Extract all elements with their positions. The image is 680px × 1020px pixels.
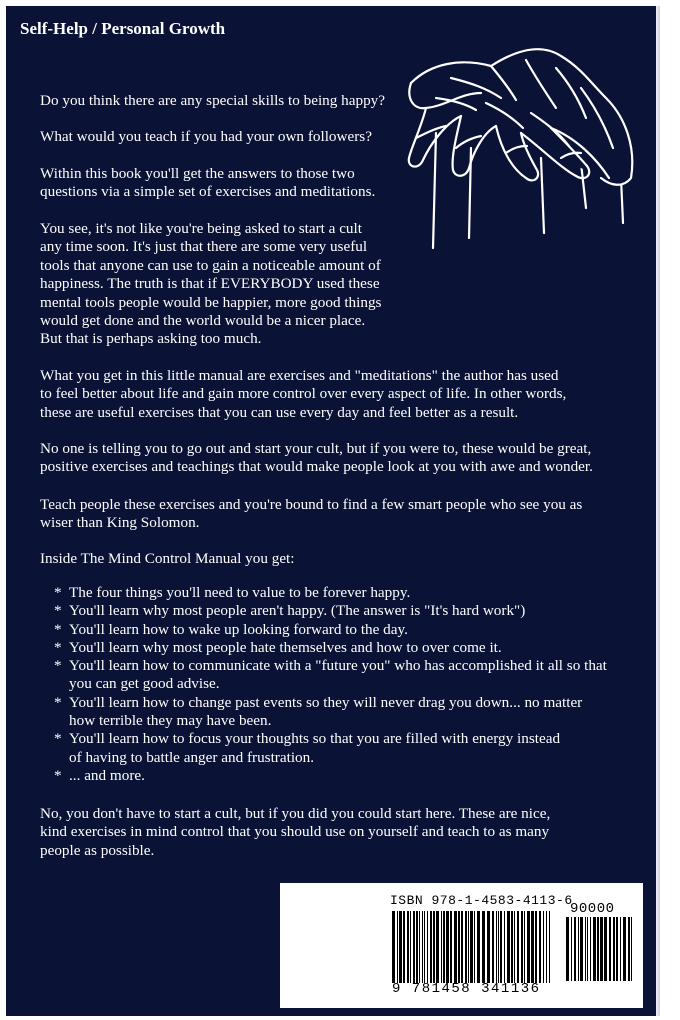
barcode-bar <box>616 917 618 981</box>
barcode-bar <box>441 911 442 983</box>
paragraph: Teach people these exercises and you're bound to find a few smart people who see you as wiser than King Solomon. <box>40 496 583 532</box>
barcode-bar <box>430 911 432 983</box>
barcode-bar <box>422 911 423 983</box>
barcode-bar <box>593 917 596 981</box>
barcode-bar <box>465 911 467 983</box>
paragraph: What would you teach if you had your own followers? <box>40 128 372 145</box>
addon-barcode <box>566 917 634 981</box>
barcode-bar <box>407 911 409 983</box>
barcode-bar <box>470 911 473 983</box>
barcode-bar <box>585 917 586 981</box>
list-item: * You'll learn how to change past events so they will never drag you down... no matter how terrible they may have been. <box>54 693 583 730</box>
barcode-bar <box>458 911 460 983</box>
barcode-bar <box>590 917 591 981</box>
list-item: * You'll learn how to communicate with a "future you" who has accomplished it all so that you can get good advise. <box>54 657 607 693</box>
paragraph: No one is telling you to go out and start your cult, but if you were to, these would be great, positive exercises and teachings that would make people look at you with awe and wonder. <box>40 440 593 476</box>
barcode-bar <box>433 911 435 983</box>
closing-paragraph: No, you don't have to start a cult, but if you did you could start here. These are nice, kind exercises in mind control that you should use on yourself and teach to as many people as possible. <box>40 805 551 859</box>
barcode-bar <box>620 917 621 981</box>
list-item: * You'll learn why most people hate themselves and how to over come it. <box>54 638 502 656</box>
barcode-bar <box>461 911 463 983</box>
cover-edge <box>656 6 658 1016</box>
barcode-bar <box>511 911 513 983</box>
barcode-bar <box>613 917 615 981</box>
barcode-bar <box>631 917 632 981</box>
barcode-bar <box>623 917 626 981</box>
barcode-bar <box>527 911 530 983</box>
barcode-bar <box>427 911 428 983</box>
barcode-bar <box>477 911 480 983</box>
barcode-bar <box>413 911 415 983</box>
barcode-bar <box>416 911 418 983</box>
paragraph: You see, it's not like you're being asked to start a cult any time soon. It's just that there are some very useful tools that anyone can use to gain a noticeable amount of happiness. The truth is that if EVERYBODY used these mental tools people would be happier, more good things would get done and the world would be a nicer place. But that is perhaps asking too much. <box>40 220 382 348</box>
barcode-bar <box>521 911 523 983</box>
barcode-bar <box>504 911 505 983</box>
barcode-bar <box>474 911 475 983</box>
barcode-bar <box>535 911 537 983</box>
isbn-label: ISBN 978-1-4583-4113-6 <box>390 893 573 908</box>
barcode-bar <box>482 911 485 983</box>
category-label: Self-Help / Personal Growth <box>20 19 226 38</box>
ean-barcode <box>392 911 552 983</box>
barcode-bar <box>517 911 519 983</box>
paragraph: Do you think there are any special skills to being happy? <box>40 92 386 109</box>
barcode-bar <box>397 911 398 983</box>
barcode-bar <box>539 911 541 983</box>
list-item: * The four things you'll need to value to be forever happy. <box>54 584 411 601</box>
barcode-bar <box>549 911 550 983</box>
barcode-bar <box>496 911 497 983</box>
barcode-bar <box>468 911 469 983</box>
barcode-bar <box>574 917 576 981</box>
barcode-bar <box>566 917 569 981</box>
barcode-bar <box>543 911 544 983</box>
barcode-bar <box>546 911 547 983</box>
barcode-bar <box>446 911 449 983</box>
barcode-bar <box>498 911 499 983</box>
paragraph: Within this book you'll get the answers to those two questions via a simple set of exercises and meditations. <box>40 165 376 201</box>
barcode-bar <box>587 917 588 981</box>
list-item: * ... and more. <box>54 766 145 784</box>
ean-digits: 9 781458 341136 <box>392 981 541 997</box>
list-item: * You'll learn how to wake up looking forward to the day. <box>54 620 408 638</box>
barcode-bar <box>500 911 502 983</box>
list-item: * You'll learn why most people aren't happy. (The answer is "It's hard work") <box>54 602 526 620</box>
back-cover <box>6 6 660 1016</box>
barcode-bar <box>450 911 452 983</box>
barcode-bar <box>514 911 515 983</box>
puppeteer-hand-illustration <box>391 38 651 253</box>
barcode-bar <box>628 917 630 981</box>
barcode-bar <box>392 911 395 983</box>
barcode-bar <box>487 911 490 983</box>
barcode-bar <box>419 911 420 983</box>
barcode-bar <box>454 911 457 983</box>
list-item: * You'll learn how to focus your thoughts so that you are filled with energy instead of having to battle anger and frustration. <box>54 730 561 766</box>
barcode-bar <box>443 911 445 983</box>
barcode-bar <box>604 917 607 981</box>
barcode-bar <box>578 917 579 981</box>
barcode-bar <box>571 917 572 981</box>
barcode-bar <box>597 917 599 981</box>
barcode-bar <box>524 911 525 983</box>
price-code: 90000 <box>570 901 615 917</box>
benefits-list <box>54 584 654 785</box>
barcode-bar <box>424 911 425 983</box>
barcode-bar <box>531 911 534 983</box>
barcode-bar <box>399 911 402 983</box>
barcode-bar <box>507 911 510 983</box>
barcode-bar <box>609 917 611 981</box>
barcode-bar <box>600 917 603 981</box>
barcode-bar <box>410 911 411 983</box>
barcode-box <box>280 883 643 1008</box>
barcode-bar <box>492 911 494 983</box>
barcode-bar <box>436 911 439 983</box>
paragraph: Inside The Mind Control Manual you get: <box>40 550 295 567</box>
paragraph: What you get in this little manual are exercises and "meditations" the author has used to feel better about life and gain more control over every aspect of life. In other words, these are useful exercises that you can use every day and feel better as a result. <box>40 367 567 421</box>
barcode-bar <box>580 917 583 981</box>
barcode-bar <box>403 911 405 983</box>
